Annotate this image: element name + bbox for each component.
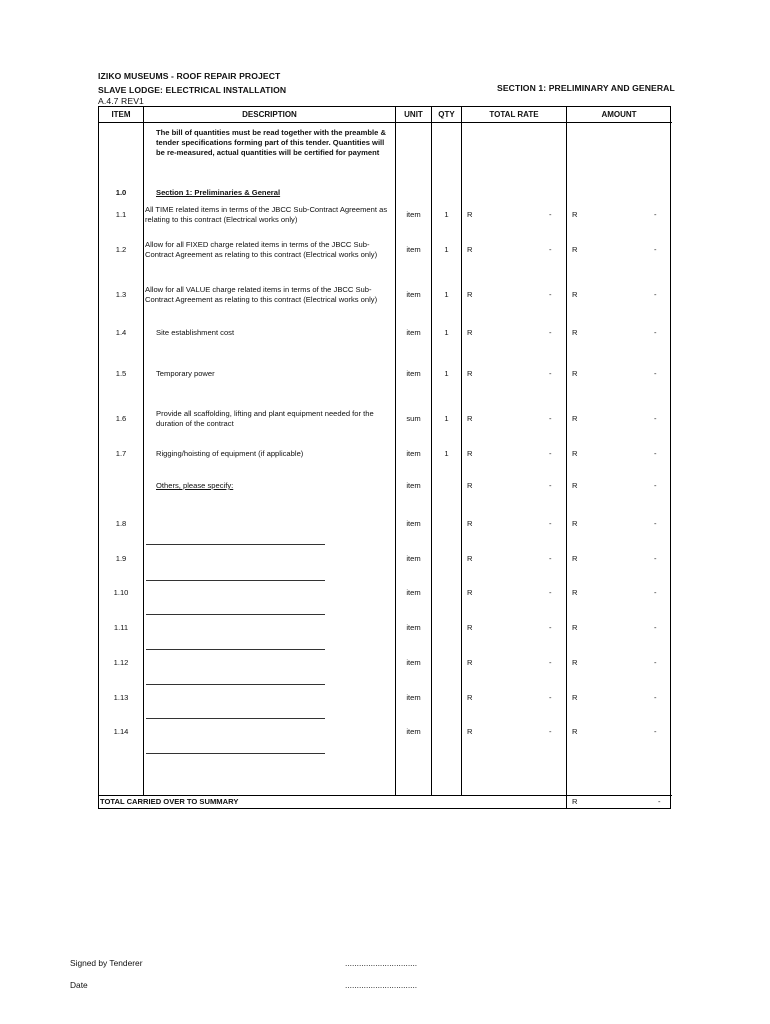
date-line[interactable]: ............................... [345,980,418,990]
row-unit: item [406,328,421,337]
row-amount-value: - [654,245,657,254]
column-header-qty: QTY [438,110,455,119]
row-unit: item [406,245,421,254]
row-rate-value: - [549,519,552,528]
row-rate-currency: R [467,290,473,299]
row-amount-value: - [654,414,657,423]
row-amount-value: - [654,328,657,337]
column-header-total-rate: TOTAL RATE [489,110,539,119]
row-amount-currency: R [572,623,578,632]
row-unit: item [406,519,421,528]
row-amount-value: - [654,727,657,736]
row-rate-currency: R [467,554,473,563]
row-rate-value: - [549,290,552,299]
row-description: Allow for all FIXED charge related items in terms of the JBCC Sub-Contract Agreement as relating to this contract (Electrical works only) [145,240,378,259]
row-rate-value: - [549,481,552,490]
row-amount-value: - [654,519,657,528]
row-item-number: 1.6 [115,414,127,423]
row-item-number: 1.4 [115,328,127,337]
row-qty: 1 [444,210,449,219]
document-subtitle: SLAVE LODGE: ELECTRICAL INSTALLATION [98,85,287,95]
row-rate-currency: R [467,481,473,490]
section-title: SECTION 1: PRELIMINARY AND GENERAL [497,83,675,93]
total-currency: R [572,797,578,806]
document-reference: A.4.7 REV1 [98,96,144,106]
row-qty: 1 [444,369,449,378]
row-rate-value: - [549,554,552,563]
row-item-number: 1.5 [115,369,127,378]
total-value: - [658,797,661,806]
row-amount-currency: R [572,481,578,490]
row-rate-currency: R [467,693,473,702]
row-amount-value: - [654,658,657,667]
row-rate-currency: R [467,245,473,254]
row-amount-currency: R [572,245,578,254]
row-amount-currency: R [572,369,578,378]
row-rate-currency: R [467,328,473,337]
row-amount-currency: R [572,414,578,423]
column-header-item: ITEM [111,110,131,119]
bill-of-quantities-table [98,106,671,809]
section-number: 1.0 [115,188,127,197]
row-item-number: 1.12 [113,658,129,667]
row-unit: item [406,290,421,299]
row-amount-value: - [654,290,657,299]
row-amount-currency: R [572,328,578,337]
row-qty: 1 [444,414,449,423]
row-rate-value: - [549,727,552,736]
row-unit: sum [406,414,421,423]
column-header-unit: UNIT [404,110,423,119]
row-unit: item [406,693,421,702]
row-rate-currency: R [467,449,473,458]
row-unit: item [406,658,421,667]
date-label: Date [70,980,88,990]
row-amount-currency: R [572,658,578,667]
row-rate-value: - [549,693,552,702]
row-amount-currency: R [572,290,578,299]
row-description-entry-line[interactable] [146,684,325,685]
row-description: Rigging/hoisting of equipment (if applicable) [156,449,304,458]
row-amount-currency: R [572,727,578,736]
row-unit: item [406,210,421,219]
row-description: Others, please specify: [156,481,234,490]
row-rate-value: - [549,449,552,458]
row-item-number: 1.9 [115,554,127,563]
row-rate-currency: R [467,588,473,597]
column-header-amount: AMOUNT [601,110,637,119]
row-amount-currency: R [572,554,578,563]
row-item-number: 1.8 [115,519,127,528]
row-amount-currency: R [572,693,578,702]
row-rate-value: - [549,623,552,632]
row-description: Allow for all VALUE charge related items in terms of the JBCC Sub-Contract Agreement as relating to this contract (Electrical works only) [145,285,378,304]
row-qty: 1 [444,449,449,458]
row-description-entry-line[interactable] [146,614,325,615]
preamble-note: The bill of quantities must be read together with the preamble & tender specifications forming part of this tender. Quantities will be re-measured, actual quantities will be certified for payment [156,128,386,157]
row-item-number: 1.10 [113,588,129,597]
row-amount-value: - [654,369,657,378]
row-amount-value: - [654,481,657,490]
row-amount-value: - [654,588,657,597]
row-qty: 1 [444,328,449,337]
row-amount-value: - [654,554,657,563]
row-description-entry-line[interactable] [146,718,325,719]
row-description-entry-line[interactable] [146,649,325,650]
row-amount-value: - [654,693,657,702]
row-rate-value: - [549,414,552,423]
row-amount-currency: R [572,449,578,458]
row-rate-value: - [549,210,552,219]
row-item-number: 1.2 [115,245,127,254]
signature-line[interactable]: ............................... [345,958,418,968]
column-header-description: DESCRIPTION [242,110,297,119]
row-unit: item [406,449,421,458]
row-description: All TIME related items in terms of the JBCC Sub-Contract Agreement as relating to this contract (Electrical works only) [145,205,388,224]
row-item-number: 1.3 [115,290,127,299]
row-rate-currency: R [467,658,473,667]
row-rate-currency: R [467,414,473,423]
row-item-number: 1.7 [115,449,127,458]
row-unit: item [406,588,421,597]
row-amount-currency: R [572,519,578,528]
total-label: TOTAL CARRIED OVER TO SUMMARY [100,797,239,806]
row-amount-value: - [654,210,657,219]
row-item-number: 1.14 [113,727,129,736]
row-amount-value: - [654,623,657,632]
signed-by-label: Signed by Tenderer [70,958,143,968]
row-unit: item [406,623,421,632]
row-item-number: 1.11 [113,623,129,632]
row-description-entry-line[interactable] [146,544,325,545]
row-description: Temporary power [156,369,215,378]
row-item-number: 1.13 [113,693,129,702]
row-item-number: 1.1 [115,210,127,219]
row-qty: 1 [444,245,449,254]
row-rate-value: - [549,328,552,337]
row-amount-value: - [654,449,657,458]
row-unit: item [406,727,421,736]
row-description: Provide all scaffolding, lifting and plant equipment needed for the duration of the contract [156,409,374,428]
row-rate-currency: R [467,519,473,528]
row-unit: item [406,554,421,563]
row-unit: item [406,369,421,378]
row-rate-currency: R [467,623,473,632]
row-rate-currency: R [467,727,473,736]
row-description: Site establishment cost [156,328,235,337]
row-rate-currency: R [467,369,473,378]
row-rate-currency: R [467,210,473,219]
row-qty: 1 [444,290,449,299]
row-amount-currency: R [572,588,578,597]
row-description-entry-line[interactable] [146,580,325,581]
row-rate-value: - [549,369,552,378]
row-rate-value: - [549,245,552,254]
project-title: IZIKO MUSEUMS - ROOF REPAIR PROJECT [98,71,281,81]
row-rate-value: - [549,658,552,667]
row-amount-currency: R [572,210,578,219]
row-unit: item [406,481,421,490]
section-heading: Section 1: Preliminaries & General [156,188,281,197]
row-rate-value: - [549,588,552,597]
row-description-entry-line[interactable] [146,753,325,754]
